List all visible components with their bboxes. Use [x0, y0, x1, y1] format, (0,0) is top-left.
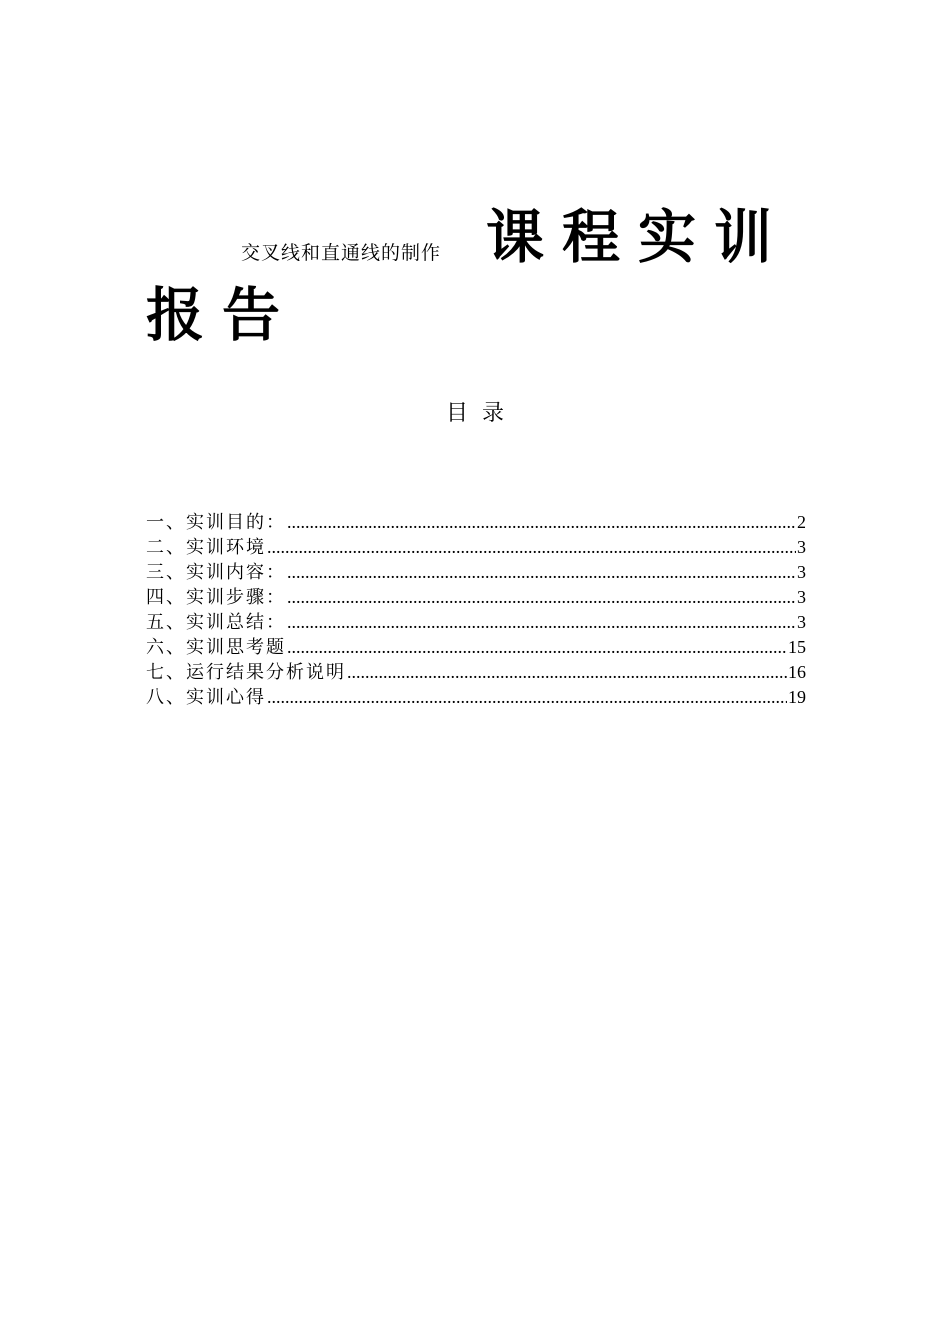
toc-entry-page: 3: [797, 562, 806, 582]
toc-leader-dots: [287, 585, 796, 610]
toc-entry-page: 3: [797, 537, 806, 557]
toc-entry[interactable]: [146, 510, 806, 535]
toc-entry[interactable]: [146, 610, 806, 635]
toc-entry-label: 三、实训内容：: [146, 562, 286, 583]
document-title-part2: 报告: [146, 281, 299, 349]
toc-entry-page: 3: [797, 587, 806, 607]
table-of-contents: [146, 510, 806, 710]
title-line: [146, 196, 826, 278]
toc-entry[interactable]: [146, 585, 806, 610]
toc-leader-dots: [267, 685, 787, 710]
toc-entry-page: 15: [788, 637, 806, 657]
title-block: [146, 196, 826, 349]
toc-leader-dots: [347, 660, 787, 685]
toc-entry-page: 16: [788, 662, 806, 682]
toc-heading: 目录: [445, 401, 518, 426]
toc-entry-label: 八、实训心得: [146, 687, 266, 708]
document-subtitle: 交叉线和直通线的制作: [241, 242, 442, 264]
toc-entry-label: 七、运行结果分析说明: [146, 662, 346, 683]
document-title-part1: 课程实训: [486, 203, 791, 271]
toc-entry-label: 二、实训环境: [146, 537, 266, 558]
toc-entry-label: 六、实训思考题: [146, 637, 286, 658]
toc-leader-dots: [287, 635, 787, 660]
toc-entry-label: 一、实训目的：: [146, 512, 286, 533]
toc-entry-page: 2: [797, 512, 806, 532]
toc-entry-label: 五、实训总结：: [146, 612, 286, 633]
toc-entry-page: 19: [788, 687, 806, 707]
toc-entry[interactable]: [146, 635, 806, 660]
toc-entry-page: 3: [797, 612, 806, 632]
toc-leader-dots: [287, 610, 796, 635]
toc-entry[interactable]: [146, 535, 806, 560]
toc-leader-dots: [287, 560, 796, 585]
toc-leader-dots: [267, 535, 796, 560]
toc-entry[interactable]: [146, 560, 806, 585]
toc-leader-dots: [287, 510, 796, 535]
toc-entry-label: 四、实训步骤：: [146, 587, 286, 608]
toc-entry[interactable]: [146, 660, 806, 685]
toc-entry[interactable]: [146, 685, 806, 710]
